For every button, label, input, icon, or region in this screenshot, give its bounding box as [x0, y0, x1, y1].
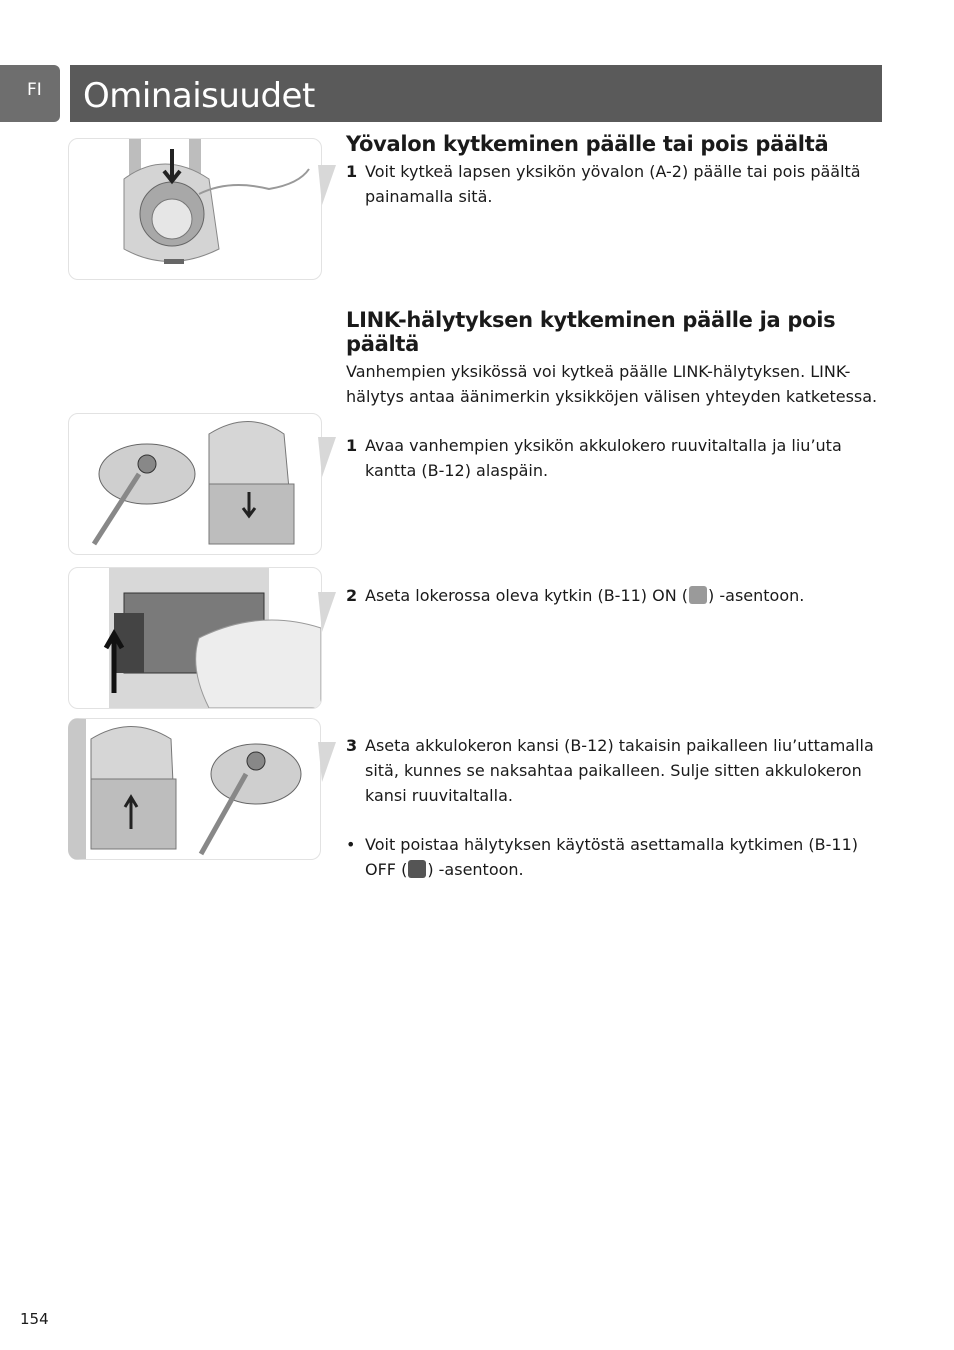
- section2-step-3: [346, 733, 882, 808]
- switch-illustration: [68, 567, 322, 709]
- step-text: Aseta akkulokeron kansi (B-12) takaisin paikalleen liu’uttamalla sitä, kunnes se naksahtaa paikalleen. Sulje sitten akkulokeron kansi ruuvitaltalla.: [365, 736, 874, 805]
- page-title: Ominaisuudet: [70, 65, 882, 122]
- bell-off-icon: [408, 860, 426, 878]
- page-number: 154: [20, 1310, 49, 1328]
- section2-bullet: [346, 832, 882, 882]
- section2-step-1: [346, 433, 882, 483]
- step-text-part: Aseta lokerossa oleva kytkin (B-11) ON (: [365, 586, 689, 605]
- step-number: 3: [346, 736, 358, 755]
- bullet-mark: •: [346, 835, 356, 854]
- close-battery-compartment-illustration: [68, 718, 321, 860]
- step-text: Voit kytkeä lapsen yksikön yövalon (A-2) päälle tai pois päältä painamalla sitä.: [365, 162, 861, 206]
- bell-on-icon: [689, 586, 707, 604]
- figure-pointer-3: [318, 592, 336, 632]
- section2-heading: LINK-hälytyksen kytkeminen päälle ja pois päältä: [346, 308, 836, 356]
- bullet-text-part: ) -asentoon.: [427, 860, 524, 879]
- step-text: Avaa vanhempien yksikön akkulokero ruuvitaltalla ja liu’uta kantta (B-12) alaspäin.: [365, 436, 842, 480]
- step-text-part: ) -asentoon.: [708, 586, 805, 605]
- section2-step-2: [346, 583, 882, 608]
- section1-heading: Yövalon kytkeminen päälle tai pois päältä: [346, 132, 829, 156]
- step-text: [365, 583, 882, 608]
- step-number: 1: [346, 162, 358, 181]
- step-number: 2: [346, 586, 358, 605]
- bullet-text-part: Voit poistaa hälytyksen käytöstä asettamalla kytkimen (B-11) OFF (: [365, 835, 858, 879]
- language-tab: FI: [0, 65, 60, 122]
- section2-intro: Vanhempien yksikössä voi kytkeä päälle LINK-hälytyksen. LINK-hälytys antaa äänimerkin yksikköjen välisen yhteyden katketessa.: [346, 362, 878, 406]
- figure-pointer-1: [318, 165, 336, 205]
- step-number: 1: [346, 436, 358, 455]
- bullet-text: [365, 832, 882, 882]
- figure-pointer-4: [318, 742, 336, 782]
- night-light-illustration: [68, 138, 322, 280]
- section1-step-1: [346, 159, 882, 209]
- figure-pointer-2: [318, 437, 336, 477]
- open-battery-compartment-illustration: [68, 413, 322, 555]
